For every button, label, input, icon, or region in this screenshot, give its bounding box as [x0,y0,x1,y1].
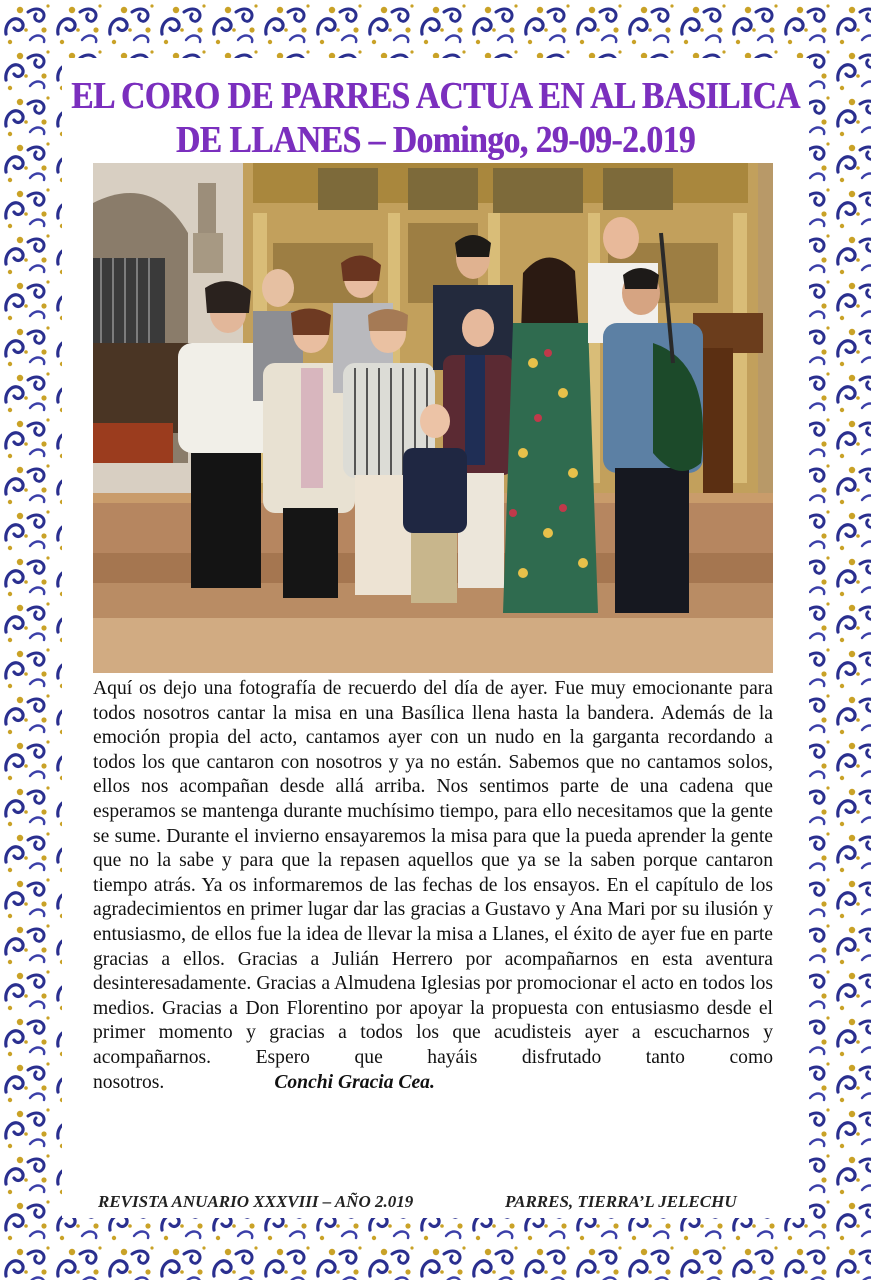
article-title-line1: EL CORO DE PARRES ACTUA EN AL BASILICA [71,75,800,117]
article-body-text: Aquí os dejo una fotografía de recuerdo del día de ayer. Fue muy emocionante para todos nosotros cantar la misa en una Basílica llena hasta la bandera. Además de la emoción propia del acto, cantamos ayer con un nudo en la garganta recordando a todos los que cantaron con nosotros y ya no están. Sabemos que no cantamos solos, ellos nos acompañan desde allá arriba. Nos sentimos parte de una cadena que esperamos se mantenga durante muchísimo tiempo, para ello necesitamos que la gente se sume. Durante el invierno ensayaremos la misa para que la pueda aprender la gente que no la sabe y para que la repasen aquellos que ya se la saben porque cantaron tiempo atrás. Ya os informaremos de las fechas de los ensayos. En el capítulo de los agradecimientos en primer lugar dar las gracias a Gustavo y Ana Mari por su ilusión y entusiasmo, de ellos fue la idea de llevar la misa a Llanes, el éxito de ayer fue en parte gracias a ellos. Gracias a Julián Herrero por acompañarnos en esta aventura desinteresadamente. Gracias a Almudena Iglesias por promocionar el acto en todos los medios. Gracias a Don Florentino por apoyar la propuesta con entusiasmo desde el primer momento y gracias a todos los que acudisteis ayer a escucharnos y acompañarnos. Espero que hayáis disfrutado tanto como nosotros. [93,678,773,1093]
article-signature: Conchi Gracia Cea. [274,1071,435,1093]
footer-location: PARRES, TIERRA’L JELECHU [505,1192,737,1211]
article-body [93,677,773,1095]
footer-publication: REVISTA ANUARIO XXXVIII – AÑO 2.019 [98,1192,414,1211]
article-title-line2: DE LLANES – Domingo, 29-09-2.019 [175,119,696,161]
group-photo [93,163,773,673]
